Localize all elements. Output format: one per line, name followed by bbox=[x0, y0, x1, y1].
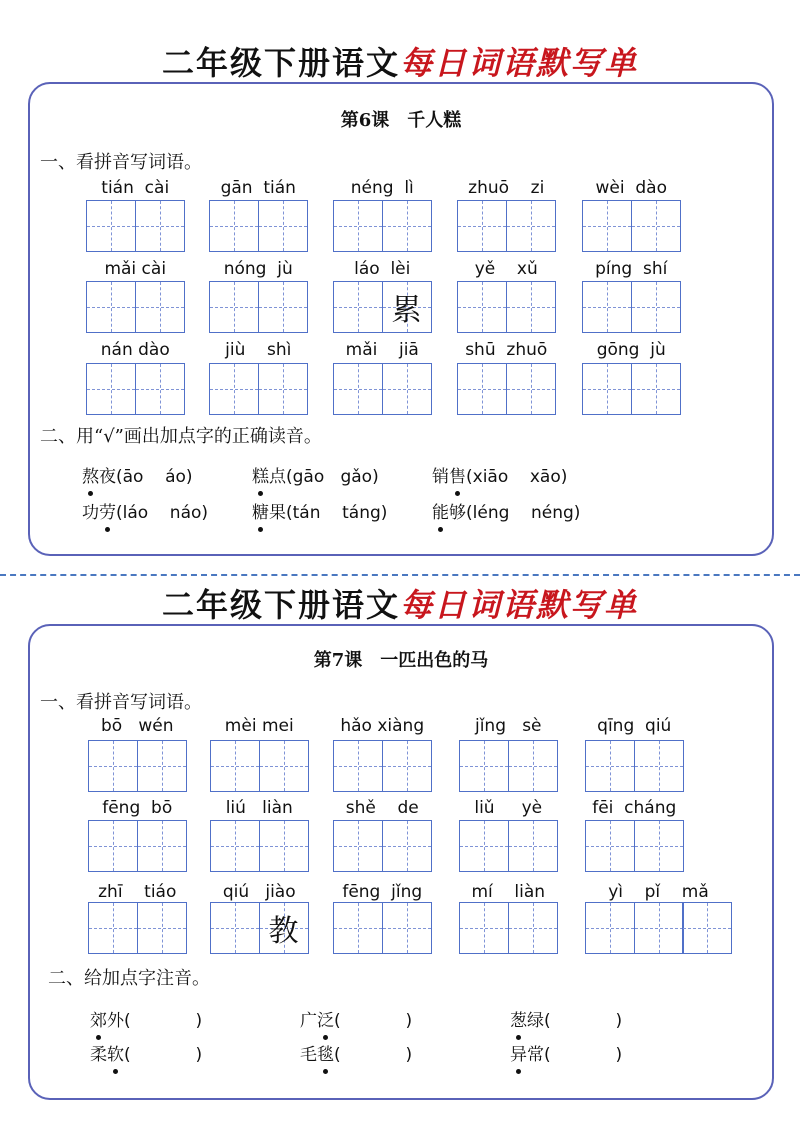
pinyin-label: liǔ yè bbox=[474, 798, 543, 818]
sheet2-section1-label: 一、看拼音写词语。 bbox=[40, 692, 202, 713]
pinyin-label: nán dào bbox=[100, 340, 170, 360]
tian-grid-cell[interactable] bbox=[382, 363, 432, 415]
pinyin-label: zhī tiáo bbox=[98, 882, 177, 902]
answer-options[interactable]: ( ) bbox=[334, 1045, 413, 1065]
pinyin-label: nóng jù bbox=[223, 259, 293, 279]
written-character: 累 bbox=[391, 293, 422, 328]
tian-grid-cell[interactable] bbox=[258, 200, 308, 252]
tian-grid-cell[interactable] bbox=[506, 363, 556, 415]
tian-grid-cell[interactable] bbox=[634, 740, 684, 792]
question-item bbox=[82, 498, 208, 523]
question-item bbox=[300, 1006, 412, 1031]
answer-options[interactable]: (tán táng) bbox=[286, 503, 388, 523]
question-item bbox=[510, 1040, 622, 1065]
word-char: 常 bbox=[527, 1045, 544, 1065]
pinyin-label: qiú jiào bbox=[222, 882, 296, 902]
dotted-char-text: 葱 bbox=[510, 1011, 527, 1031]
tian-grid-cell[interactable] bbox=[457, 363, 507, 415]
question-item bbox=[90, 1040, 202, 1065]
tian-grid-cell[interactable] bbox=[582, 363, 632, 415]
dotted-char-text: 软 bbox=[107, 1045, 124, 1065]
tian-grid-cell[interactable] bbox=[135, 200, 185, 252]
answer-options[interactable]: (xiāo xāo) bbox=[466, 467, 568, 487]
pinyin-label: zhuō zi bbox=[468, 178, 545, 198]
emphasis-dot bbox=[113, 1069, 118, 1074]
dotted-char-text: 售 bbox=[449, 467, 466, 487]
writing-box[interactable] bbox=[585, 740, 684, 792]
tian-grid-cell[interactable] bbox=[508, 902, 558, 954]
tian-grid-cell[interactable] bbox=[459, 740, 509, 792]
tian-grid-cell[interactable] bbox=[508, 740, 558, 792]
pinyin-label: néng lì bbox=[350, 178, 414, 198]
pinyin-label: yě xǔ bbox=[474, 259, 538, 279]
tian-grid-cell[interactable] bbox=[210, 820, 260, 872]
tian-grid-cell[interactable] bbox=[634, 820, 684, 872]
dotted-char-text: 糖 bbox=[252, 503, 269, 523]
writing-box[interactable] bbox=[86, 281, 185, 333]
pinyin-label: liú liàn bbox=[225, 798, 293, 818]
dotted-char-text: 泛 bbox=[317, 1011, 334, 1031]
pinyin-label: mǎi jiā bbox=[345, 340, 419, 360]
tian-grid-cell[interactable] bbox=[137, 740, 187, 792]
pinyin-label: hǎo xiàng bbox=[340, 716, 425, 736]
tian-grid-cell[interactable] bbox=[209, 281, 259, 333]
word-char: 销 bbox=[432, 467, 449, 487]
tian-grid-cell[interactable] bbox=[259, 740, 309, 792]
dotted-char bbox=[82, 462, 99, 487]
cut-line bbox=[0, 574, 800, 576]
dotted-char bbox=[510, 1040, 527, 1065]
pinyin-label: qīng qiú bbox=[597, 716, 672, 736]
answer-options[interactable]: ( ) bbox=[544, 1011, 623, 1031]
question-item bbox=[82, 462, 193, 487]
tian-grid-cell[interactable] bbox=[86, 281, 136, 333]
emphasis-dot bbox=[258, 491, 263, 496]
tian-grid-cell[interactable] bbox=[631, 281, 681, 333]
writing-box[interactable] bbox=[333, 281, 432, 333]
tian-grid-cell[interactable] bbox=[582, 281, 632, 333]
emphasis-dot bbox=[455, 491, 460, 496]
tian-grid-cell[interactable] bbox=[333, 740, 383, 792]
question-item bbox=[90, 1006, 202, 1031]
writing-box[interactable] bbox=[333, 363, 432, 415]
sheet1-title-red: 每日词语默写单 bbox=[400, 44, 639, 82]
dotted-char bbox=[99, 498, 116, 523]
tian-grid-cell[interactable] bbox=[631, 200, 681, 252]
writing-box[interactable] bbox=[582, 281, 681, 333]
dotted-char bbox=[432, 498, 449, 523]
pinyin-label: fēng bō bbox=[102, 798, 173, 818]
tian-grid-cell[interactable] bbox=[210, 902, 260, 954]
tian-grid-cell[interactable] bbox=[209, 363, 259, 415]
writing-box[interactable] bbox=[585, 820, 684, 872]
dotted-char-text: 糕 bbox=[252, 467, 269, 487]
tian-grid-cell[interactable] bbox=[582, 200, 632, 252]
question-item bbox=[510, 1006, 622, 1031]
sheet1-section1-label: 一、看拼音写词语。 bbox=[40, 152, 202, 173]
sheet2-lesson-title: 第7课 一匹出色的马 bbox=[313, 650, 489, 671]
pinyin-label: wèi dào bbox=[595, 178, 667, 198]
answer-options[interactable]: ( ) bbox=[124, 1045, 203, 1065]
writing-box[interactable] bbox=[209, 363, 308, 415]
answer-options[interactable]: ( ) bbox=[124, 1011, 203, 1031]
writing-box[interactable] bbox=[333, 820, 432, 872]
pinyin-label: mí liàn bbox=[471, 882, 546, 902]
dotted-char bbox=[90, 1006, 107, 1031]
pinyin-label: yì pǐ mǎ bbox=[608, 882, 709, 902]
tian-grid-cell[interactable] bbox=[259, 902, 309, 954]
writing-box[interactable] bbox=[210, 740, 309, 792]
tian-grid-cell[interactable] bbox=[457, 281, 507, 333]
writing-box[interactable] bbox=[86, 200, 185, 252]
answer-options[interactable]: (léng néng) bbox=[466, 503, 581, 523]
writing-box[interactable] bbox=[459, 902, 558, 954]
word-char: 绿 bbox=[527, 1011, 544, 1031]
tian-grid-cell[interactable] bbox=[457, 200, 507, 252]
tian-grid-cell[interactable] bbox=[382, 200, 432, 252]
word-char: 柔 bbox=[90, 1045, 107, 1065]
dotted-char bbox=[317, 1040, 334, 1065]
tian-grid-cell[interactable] bbox=[382, 902, 432, 954]
word-char: 外 bbox=[107, 1011, 124, 1031]
sheet2-section2-label: 二、给加点字注音。 bbox=[48, 968, 210, 989]
answer-options[interactable]: (āo áo) bbox=[116, 467, 193, 487]
writing-box[interactable] bbox=[88, 740, 187, 792]
word-char: 广 bbox=[300, 1011, 317, 1031]
pinyin-label: láo lèi bbox=[354, 259, 411, 279]
tian-grid-cell[interactable] bbox=[137, 820, 187, 872]
pinyin-label: mǎi cài bbox=[104, 259, 167, 279]
sheet1-title bbox=[0, 38, 800, 84]
sheet1-title-black: 二年级下册语文 bbox=[161, 44, 400, 82]
dotted-char-text: 异 bbox=[510, 1045, 527, 1065]
tian-grid-cell[interactable] bbox=[333, 902, 383, 954]
tian-grid-cell[interactable] bbox=[135, 363, 185, 415]
dotted-char-text: 劳 bbox=[99, 503, 116, 523]
answer-options[interactable]: (láo náo) bbox=[116, 503, 209, 523]
pinyin-label: jiù shì bbox=[225, 340, 292, 360]
written-character: 教 bbox=[268, 914, 299, 949]
pinyin-label: gōng jù bbox=[596, 340, 666, 360]
question-item bbox=[432, 462, 567, 487]
writing-box[interactable] bbox=[209, 281, 308, 333]
sheet1-card bbox=[28, 82, 774, 556]
pinyin-label: bō wén bbox=[100, 716, 174, 736]
tian-grid-cell[interactable] bbox=[86, 363, 136, 415]
writing-box[interactable] bbox=[457, 363, 556, 415]
tian-grid-cell[interactable] bbox=[682, 902, 732, 954]
sheet1-section2-label: 二、用“√”画出加点字的正确读音。 bbox=[40, 426, 322, 447]
word-char: 够 bbox=[449, 503, 466, 523]
pinyin-label: píng shí bbox=[595, 259, 668, 279]
emphasis-dot bbox=[516, 1069, 521, 1074]
word-char: 点 bbox=[269, 467, 286, 487]
dotted-char-text: 毯 bbox=[317, 1045, 334, 1065]
word-char: 功 bbox=[82, 503, 99, 523]
writing-box[interactable] bbox=[457, 200, 556, 252]
tian-grid-cell[interactable] bbox=[333, 281, 383, 333]
sheet2-card bbox=[28, 624, 774, 1100]
tian-grid-cell[interactable] bbox=[506, 200, 556, 252]
tian-grid-cell[interactable] bbox=[634, 902, 684, 954]
tian-grid-cell[interactable] bbox=[459, 902, 509, 954]
dotted-char bbox=[252, 462, 269, 487]
tian-grid-cell[interactable] bbox=[86, 200, 136, 252]
tian-grid-cell[interactable] bbox=[382, 820, 432, 872]
tian-grid-cell[interactable] bbox=[258, 363, 308, 415]
emphasis-dot bbox=[105, 527, 110, 532]
dotted-char bbox=[317, 1006, 334, 1031]
question-item bbox=[252, 462, 379, 487]
writing-box[interactable] bbox=[210, 902, 309, 954]
word-char: 果 bbox=[269, 503, 286, 523]
writing-box[interactable] bbox=[333, 740, 432, 792]
pinyin-label: tián cài bbox=[101, 178, 170, 198]
sheet2-title-red: 每日词语默写单 bbox=[400, 586, 639, 624]
writing-box[interactable] bbox=[88, 902, 187, 954]
tian-grid-cell[interactable] bbox=[459, 820, 509, 872]
answer-options[interactable]: ( ) bbox=[544, 1045, 623, 1065]
dotted-char bbox=[252, 498, 269, 523]
dotted-char bbox=[510, 1006, 527, 1031]
tian-grid-cell[interactable] bbox=[210, 740, 260, 792]
tian-grid-cell[interactable] bbox=[631, 363, 681, 415]
tian-grid-cell[interactable] bbox=[333, 200, 383, 252]
dotted-char-text: 熬 bbox=[82, 467, 99, 487]
writing-box[interactable] bbox=[582, 200, 681, 252]
writing-box[interactable] bbox=[459, 820, 558, 872]
writing-box[interactable] bbox=[457, 281, 556, 333]
writing-box[interactable] bbox=[86, 363, 185, 415]
writing-box[interactable] bbox=[210, 820, 309, 872]
writing-box[interactable] bbox=[582, 363, 681, 415]
sheet2-title-black: 二年级下册语文 bbox=[161, 586, 400, 624]
sheet1-lesson-title: 第6课 千人糕 bbox=[340, 110, 462, 131]
tian-grid-cell[interactable] bbox=[209, 200, 259, 252]
pinyin-label: fēng jǐng bbox=[342, 882, 423, 902]
pinyin-label: shě de bbox=[345, 798, 419, 818]
dotted-char-text: 郊 bbox=[90, 1011, 107, 1031]
dotted-char bbox=[107, 1040, 124, 1065]
tian-grid-cell[interactable] bbox=[333, 363, 383, 415]
tian-grid-cell[interactable] bbox=[259, 820, 309, 872]
writing-box[interactable] bbox=[585, 902, 732, 954]
pinyin-label: jǐng sè bbox=[474, 716, 542, 736]
emphasis-dot bbox=[88, 491, 93, 496]
tian-grid-cell[interactable] bbox=[506, 281, 556, 333]
tian-grid-cell[interactable] bbox=[382, 740, 432, 792]
tian-grid-cell[interactable] bbox=[382, 281, 432, 333]
writing-box[interactable] bbox=[209, 200, 308, 252]
pinyin-label: shū zhuō bbox=[465, 340, 548, 360]
tian-grid-cell[interactable] bbox=[88, 820, 138, 872]
question-item bbox=[252, 498, 387, 523]
tian-grid-cell[interactable] bbox=[137, 902, 187, 954]
question-item bbox=[300, 1040, 412, 1065]
tian-grid-cell[interactable] bbox=[258, 281, 308, 333]
dotted-char bbox=[449, 462, 466, 487]
dotted-char-text: 能 bbox=[432, 503, 449, 523]
answer-options[interactable]: (gāo gǎo) bbox=[286, 467, 379, 487]
writing-box[interactable] bbox=[88, 820, 187, 872]
pinyin-label: fēi cháng bbox=[592, 798, 677, 818]
answer-options[interactable]: ( ) bbox=[334, 1011, 413, 1031]
writing-box[interactable] bbox=[333, 200, 432, 252]
pinyin-label: gān tián bbox=[220, 178, 296, 198]
sheet2-title bbox=[0, 580, 800, 626]
tian-grid-cell[interactable] bbox=[88, 902, 138, 954]
tian-grid-cell[interactable] bbox=[585, 902, 635, 954]
emphasis-dot bbox=[438, 527, 443, 532]
tian-grid-cell[interactable] bbox=[88, 740, 138, 792]
writing-box[interactable] bbox=[459, 740, 558, 792]
tian-grid-cell[interactable] bbox=[135, 281, 185, 333]
emphasis-dot bbox=[258, 527, 263, 532]
tian-grid-cell[interactable] bbox=[585, 820, 635, 872]
tian-grid-cell[interactable] bbox=[333, 820, 383, 872]
word-char: 夜 bbox=[99, 467, 116, 487]
pinyin-label: mèi mei bbox=[224, 716, 294, 736]
question-item bbox=[432, 498, 580, 523]
tian-grid-cell[interactable] bbox=[508, 820, 558, 872]
word-char: 毛 bbox=[300, 1045, 317, 1065]
emphasis-dot bbox=[323, 1069, 328, 1074]
tian-grid-cell[interactable] bbox=[585, 740, 635, 792]
writing-box[interactable] bbox=[333, 902, 432, 954]
